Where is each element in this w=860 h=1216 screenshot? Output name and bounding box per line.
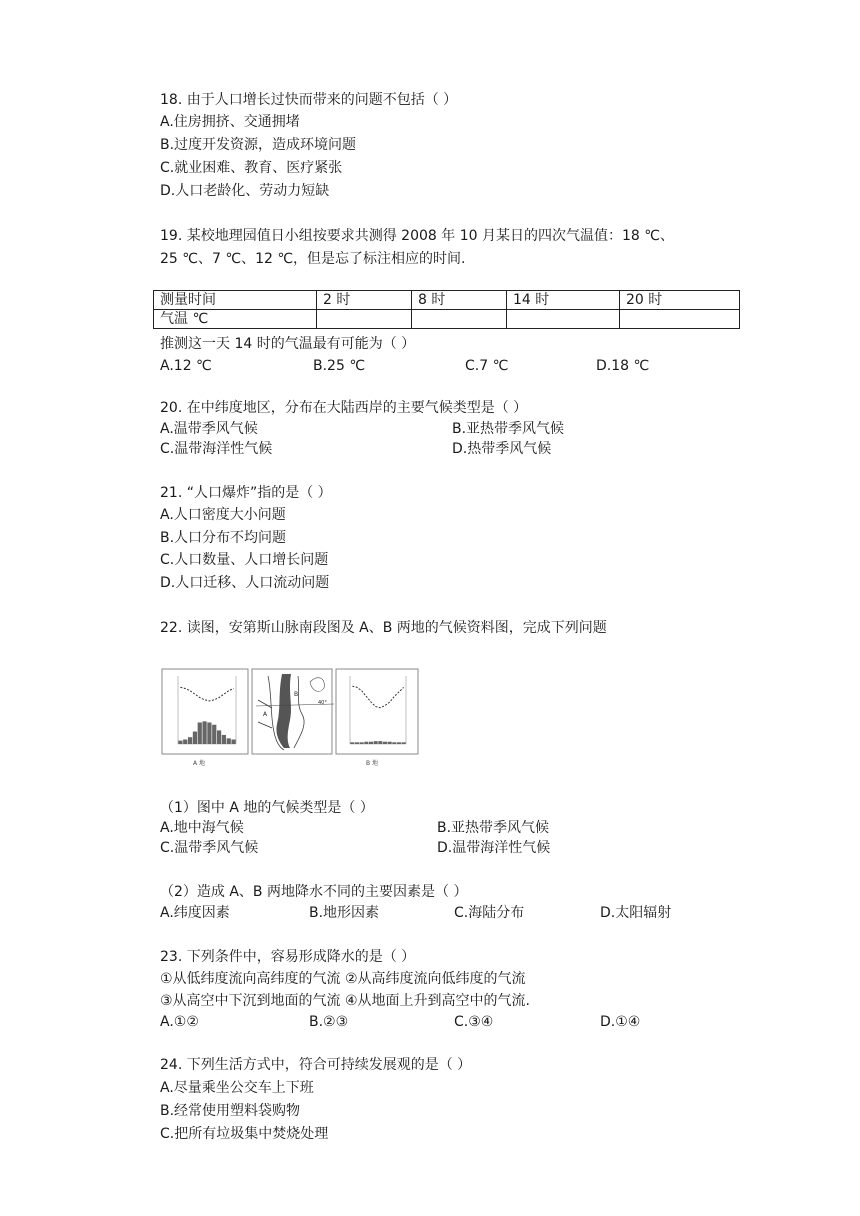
table-cell: 8 时	[412, 291, 507, 310]
chart-b-precip-bar	[397, 742, 401, 744]
q21-option-a: A.人口密度大小问题	[160, 507, 286, 523]
chart-a-precip-bar	[212, 725, 216, 744]
q18-option-a: A.住房拥挤、交通拥堵	[160, 114, 300, 130]
chart-a-temperature-line	[180, 687, 233, 701]
wind-arrow	[258, 700, 272, 708]
chart-b-precip-bar	[364, 742, 368, 744]
q23-option-c: C.③④	[454, 1014, 494, 1030]
andes-map	[252, 669, 334, 754]
q19-option-c: C.7 ℃	[465, 358, 509, 374]
chart-b	[336, 669, 418, 767]
table-row	[154, 310, 740, 329]
chart-a-precip-bar	[207, 722, 211, 744]
q22-sub1-option-a: A.地中海气候	[160, 820, 244, 836]
q19-option-d: D.18 ℃	[596, 358, 650, 374]
table-cell	[507, 310, 620, 329]
chart-b-precip-bar	[383, 742, 387, 744]
chart-a-precip-bar	[202, 721, 206, 744]
q22-sub1-option-d: D.温带海洋性气候	[437, 840, 551, 856]
chart-b-temperature-line	[352, 686, 403, 708]
chart-b-precip-bar	[388, 742, 392, 744]
table-row	[154, 291, 740, 310]
wind-arrow	[258, 722, 272, 728]
climate-figure	[160, 664, 422, 774]
q24-option-a: A.尽量乘坐公交车上下班	[160, 1080, 314, 1096]
q19-option-a: A.12 ℃	[160, 358, 212, 374]
chart-a-caption: A 地	[193, 760, 206, 767]
chart-b-precip-bar	[392, 742, 396, 744]
chart-a-precip-bar	[183, 739, 187, 744]
table-cell: 测量时间	[154, 291, 317, 310]
chart-b-precip-bar	[355, 742, 359, 744]
table-cell: 14 时	[507, 291, 620, 310]
q20-option-d: D.热带季风气候	[452, 441, 552, 457]
q20-option-c: C.温带海洋性气候	[160, 441, 273, 457]
q22-stem: 22. 读图，安第斯山脉南段图及 A、B 两地的气候资料图，完成下列问题	[160, 620, 607, 636]
map-label-b: B	[294, 691, 299, 698]
q21-option-d: D.人口迁移、人口流动问题	[160, 575, 330, 591]
q18-option-b: B.过度开发资源，造成环境问题	[160, 137, 357, 153]
chart-b-precip-bar	[350, 742, 354, 744]
table-cell: 20 时	[620, 291, 740, 310]
chart-a-precip-bar	[222, 735, 226, 744]
q18-option-c: C.就业困难、教育、医疗紧张	[160, 160, 343, 176]
q21-option-c: C.人口数量、人口增长问题	[160, 552, 329, 568]
table-cell	[317, 310, 412, 329]
coastline-east	[294, 676, 304, 748]
chart-b-precip-bar	[360, 742, 364, 744]
map-latitude-label: 40°	[318, 700, 327, 706]
q22-sub1-stem: （1）图中 A 地的气候类型是（ ）	[160, 800, 374, 816]
q22-sub2-option-a: A.纬度因素	[160, 905, 230, 921]
q24-option-b: B.经常使用塑料袋购物	[160, 1103, 301, 1119]
andes-mountain-band	[276, 674, 291, 748]
table-cell	[412, 310, 507, 329]
q22-sub1-option-c: C.温带季风气候	[160, 840, 259, 856]
map-label-a: A	[263, 711, 268, 718]
chart-a-precip-bar	[188, 737, 192, 744]
q20-option-a: A.温带季风气候	[160, 421, 258, 437]
chart-b-caption: B 地	[366, 760, 379, 767]
q22-sub2-stem: （2）造成 A、B 两地降水不同的主要因素是（ ）	[160, 884, 468, 900]
chart-a-precip-bar	[231, 739, 235, 744]
q19-question: 推测这一天 14 时的气温最有可能为（ ）	[160, 336, 416, 352]
q22-sub2-option-b: B.地形因素	[309, 905, 380, 921]
q24-stem: 24. 下列生活方式中，符合可持续发展观的是（ ）	[160, 1057, 472, 1073]
q20-stem: 20. 在中纬度地区，分布在大陆西岸的主要气候类型是（ ）	[160, 400, 528, 416]
chart-a-precip-bar	[217, 730, 221, 744]
q19-stem-line1: 19. 某校地理园值日小组按要求共测得 2008 年 10 月某日的四次气温值：18 ℃、	[160, 228, 674, 244]
chart-b-precip-bar	[374, 741, 378, 744]
q21-option-b: B.人口分布不均问题	[160, 530, 287, 546]
table-cell: 2 时	[317, 291, 412, 310]
chart-b-precip-bar	[369, 742, 373, 744]
chart-b-precip-bar	[378, 741, 382, 744]
chart-a-precip-bar	[198, 722, 202, 744]
q21-stem: 21. “人口爆炸”指的是（ ）	[160, 485, 332, 501]
q20-option-b: B.亚热带季风气候	[452, 421, 565, 437]
q23-option-b: B.②③	[309, 1014, 349, 1030]
chart-b-precip-bar	[402, 742, 406, 744]
table-cell	[620, 310, 740, 329]
climate-figure-svg	[160, 664, 422, 770]
q22-sub2-option-d: D.太阳辐射	[600, 905, 672, 921]
q18-option-d: D.人口老龄化、劳动力短缺	[160, 183, 330, 199]
q19-option-b: B.25 ℃	[313, 358, 366, 374]
q22-sub2-option-c: C.海陆分布	[454, 905, 525, 921]
chart-a-precip-bar	[193, 732, 197, 744]
q23-line1: ①从低纬度流向高纬度的气流 ②从高纬度流向低纬度的气流	[160, 971, 526, 987]
q19-stem-line2: 25 ℃、7 ℃、12 ℃，但是忘了标注相应的时间.	[160, 251, 466, 267]
q18-stem: 18. 由于人口增长过快而带来的问题不包括（ ）	[160, 92, 458, 108]
chart-a-precip-bar	[178, 741, 182, 744]
chart-a-precip-bar	[227, 738, 231, 744]
q23-option-d: D.①④	[600, 1014, 641, 1030]
inset-outline	[310, 678, 324, 692]
table-cell: 气温 ℃	[154, 310, 317, 329]
q23-line2: ③从高空中下沉到地面的气流 ④从地面上升到高空中的气流.	[160, 993, 531, 1009]
chart-a	[162, 669, 248, 767]
q23-option-a: A.①②	[160, 1014, 199, 1030]
q24-option-c: C.把所有垃圾集中焚烧处理	[160, 1126, 329, 1142]
temperature-table	[153, 290, 740, 329]
q22-sub1-option-b: B.亚热带季风气候	[437, 820, 550, 836]
q23-stem: 23. 下列条件中，容易形成降水的是（ ）	[160, 949, 416, 965]
